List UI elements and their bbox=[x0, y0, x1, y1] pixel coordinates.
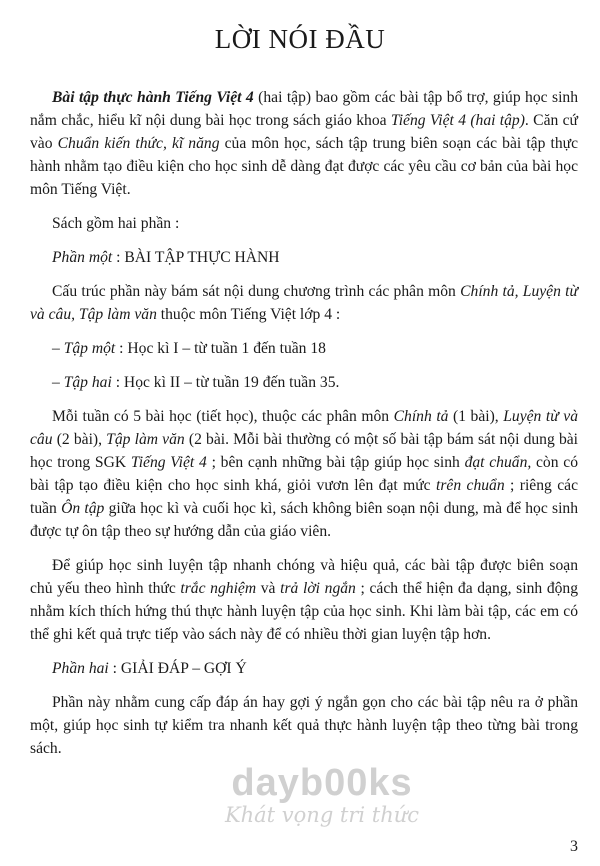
part-two-description: Phần này nhằm cung cấp đáp án hay gợi ý ngắn gọn cho các bài tập nêu ra ở phần một, giúp học sinh tự kiểm tra nhanh kết quả thực hành luyện tập theo từng bài trong sách. bbox=[30, 694, 578, 757]
body-text bbox=[30, 86, 578, 771]
watermark-tagline: Khát vọng tri thức bbox=[224, 803, 420, 827]
exercise-format-paragraph: Để giúp học sinh luyện tập nhanh chóng và hiệu quả, các bài tập được biên soạn chủ yếu theo hình thức trắc nghiệm và trả lời ngắn ; cách thể hiện đa dạng, sinh động nhằm kích thích hứng thú thực hành luyện tập của học sinh. Khi làm bài tập, các em có thể ghi kết quả trực tiếp vào sách này để có nhiều thời gian luyện tập hơn. bbox=[30, 557, 579, 643]
part-two-heading: Phần hai : GIẢI ĐÁP – GỢI Ý bbox=[52, 660, 247, 677]
structure-intro: Sách gồm hai phần : bbox=[52, 215, 180, 232]
watermark bbox=[182, 763, 462, 827]
part-one-description: Cấu trúc phần này bám sát nội dung chương trình các phân môn Chính tả, Luyện từ và câu, Tập làm văn thuộc môn Tiếng Việt lớp 4 : bbox=[30, 283, 579, 323]
list-item: – Tập một : Học kì I – từ tuần 1 đến tuần 18 bbox=[52, 340, 326, 357]
intro-paragraph: Bài tập thực hành Tiếng Việt 4 (hai tập) bao gồm các bài tập bổ trợ, giúp học sinh nắm chắc, hiểu kĩ nội dung bài học trong sách giáo khoa Tiếng Việt 4 (hai tập). Căn cứ vào Chuẩn kiến thức, kĩ năng của môn học, sách tập trung biên soạn các bài tập thực hành nhằm tạo điều kiện cho học sinh dễ dàng đạt được các yêu cầu cơ bản của bài học môn Tiếng Việt. bbox=[30, 89, 579, 198]
part-one-heading: Phần một : BÀI TẬP THỰC HÀNH bbox=[52, 249, 280, 266]
page-title: LỜI NÓI ĐẦU bbox=[214, 24, 386, 54]
weekly-lessons-paragraph: Mỗi tuần có 5 bài học (tiết học), thuộc các phân môn Chính tả (1 bài), Luyện từ và câu (2 bài), Tập làm văn (2 bài. Mỗi bài thường có một số bài tập bám sát nội dung bài học trong SGK Tiếng Việt 4 ; bên cạnh những bài tập giúp học sinh đạt chuẩn, còn có bài tập tạo điều kiện cho học sinh khá, giỏi vươn lên đạt mức trên chuẩn ; riêng các tuần Ôn tập giữa học kì và cuối học kì, sách không biên soạn nội dung, mà để học sinh được tự ôn tập theo sự hướng dẫn của giáo viên. bbox=[30, 408, 579, 540]
book-title: Bài tập thực hành Tiếng Việt 4 bbox=[52, 89, 254, 106]
list-item: – Tập hai : Học kì II – từ tuần 19 đến tuần 35. bbox=[52, 374, 340, 391]
page-number: 3 bbox=[570, 838, 578, 855]
watermark-brand: dayb00ks bbox=[231, 762, 413, 804]
